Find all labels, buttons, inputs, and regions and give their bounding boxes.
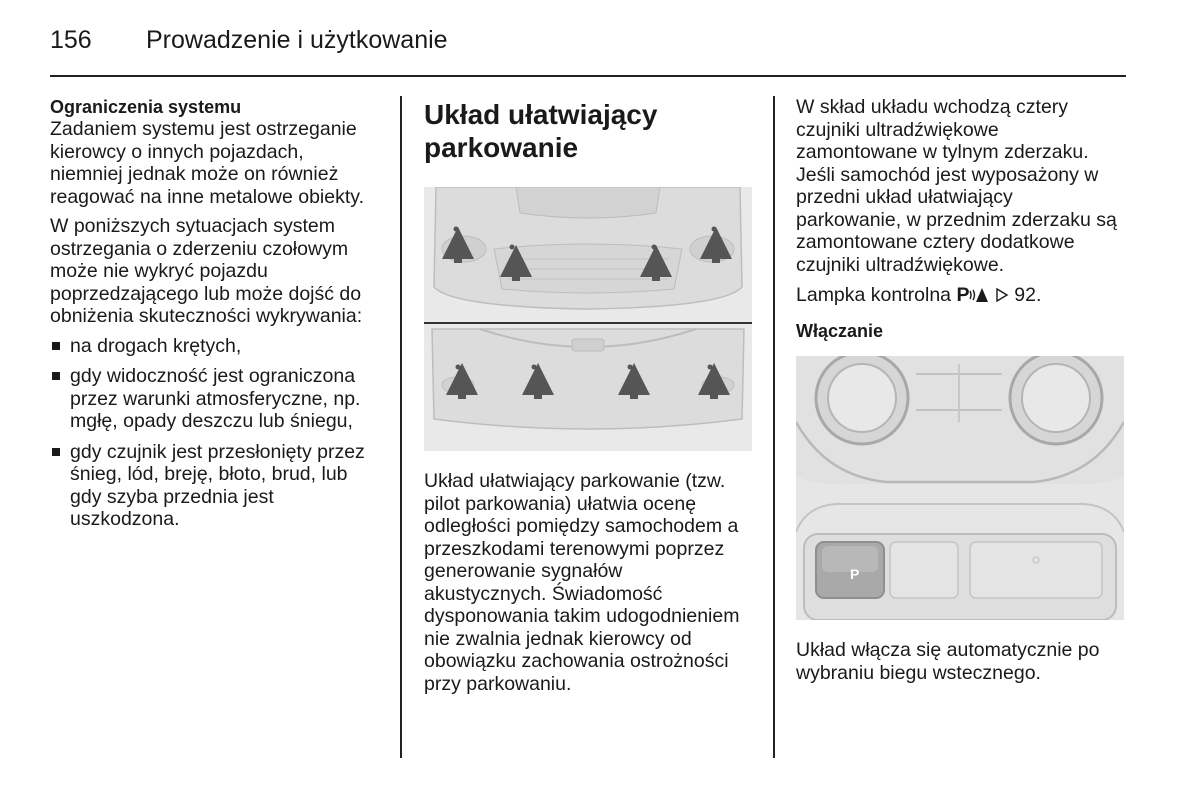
bullet-square-icon	[52, 448, 60, 456]
parking-sensor-icon: P	[956, 284, 989, 306]
reference-triangle-icon	[995, 284, 1009, 306]
paragraph: W poniższych sytuacjach system ostrzegania o zderzeniu czołowym może nie wykryć pojazdu poprzedzającego lub może dojść do obniżenia skuteczności wykrywania:	[50, 215, 363, 327]
console-button-label: P	[850, 566, 860, 582]
paragraph: W skład układu wchodzą cztery czujniki ultradźwiękowe zamontowane w tylnym zderzaku. Jeśli samochód jest wyposażony w przedni układ ułatwiający parkowanie, w przednim zderzaku są zamontowane cztery dodatkowe czujniki ultradźwiękowe.	[796, 96, 1117, 276]
page-number: 156	[50, 26, 92, 54]
list-item: gdy czujnik jest przesłonięty przez śnieg, lód, breję, błoto, brud, lub gdy szyba przednia jest uszkodzona.	[50, 441, 390, 531]
header-rule	[50, 75, 1126, 77]
chapter-title: Prowadzenie i użytkowanie	[146, 26, 448, 54]
bumper-illustration	[424, 187, 752, 451]
paragraph: Układ ułatwiający parkowanie (tzw. pilot parkowania) ułatwia ocenę odległości pomiędzy samochodem a przeszkodami terenowymi poprzez generowanie sygnałów akustycznych. Świadomość dysponowania takim udogodnieniem nie zwalnia jednak kierowcy od obowiązku zachowania ostrożności przy parkowaniu.	[424, 470, 740, 695]
bumper-sensors-figure	[424, 187, 752, 451]
console-illustration	[796, 356, 1124, 620]
list-item: gdy widoczność jest ograniczona przez warunki atmosferyczne, np. mgłę, opady deszczu lub śniegu,	[50, 365, 390, 433]
page-header	[50, 26, 448, 55]
paragraph: Zadaniem systemu jest ostrzeganie kierowcy o innych pojazdach, niemniej jednak może on również reagować na inne metalowe obiekty.	[50, 118, 364, 208]
indicator-lamp-line: Lampka kontrolna P 92.	[796, 284, 1042, 306]
page-reference: 92.	[1014, 284, 1042, 306]
column-divider-1	[400, 96, 402, 758]
column-2-body	[424, 470, 764, 702]
bullet-square-icon	[52, 342, 60, 350]
bullet-list	[50, 335, 390, 531]
section-heading: Układ ułatwiający parkowanie	[424, 99, 658, 163]
bullet-square-icon	[52, 372, 60, 380]
list-item: na drogach krętych,	[50, 335, 390, 358]
column-divider-2	[773, 96, 775, 758]
console-button-figure	[796, 356, 1124, 620]
column-2	[424, 98, 764, 164]
paragraph: Układ włącza się automatycznie po wybraniu biegu wstecznego.	[796, 639, 1100, 684]
column-1	[50, 96, 390, 539]
section-subheading: Ograniczenia systemu	[50, 97, 242, 117]
column-3-body	[796, 639, 1136, 691]
section-subheading: Włączanie	[796, 320, 884, 341]
column-3	[796, 96, 1136, 342]
